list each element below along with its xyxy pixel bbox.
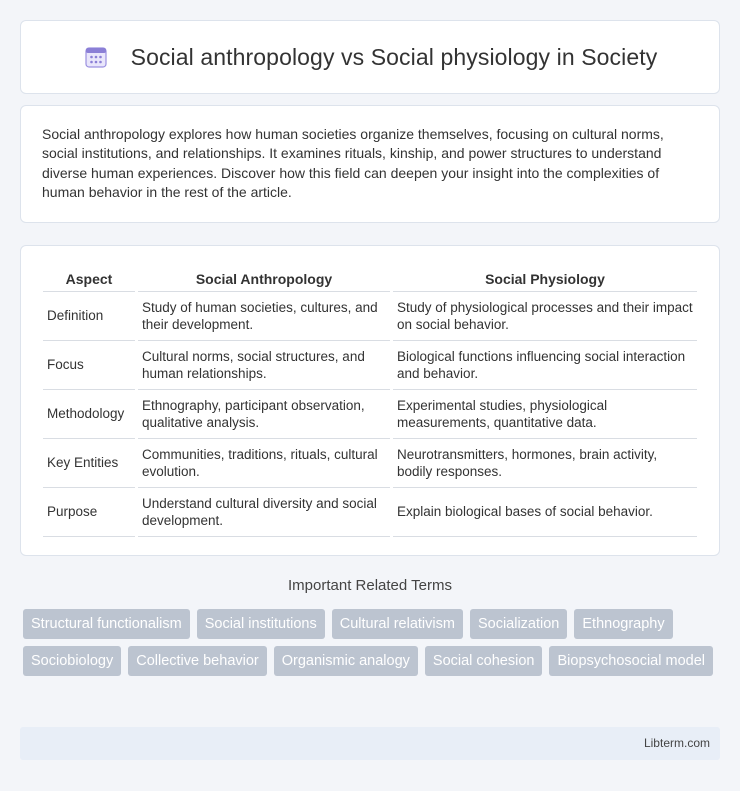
- header-social-anthropology: Social Anthropology: [138, 266, 390, 292]
- tag-social-institutions[interactable]: Social institutions: [197, 609, 325, 639]
- comparison-table: [40, 266, 700, 537]
- intro-card: [20, 105, 720, 223]
- row-aspect: Methodology: [43, 390, 135, 439]
- row-anthropology: Communities, traditions, rituals, cultural evolution.: [138, 439, 390, 488]
- tag-organismic-analogy[interactable]: Organismic analogy: [274, 646, 418, 676]
- table-header-row: [43, 266, 697, 292]
- related-terms-tags: [23, 609, 723, 676]
- header-aspect: Aspect: [43, 266, 135, 292]
- footer-site-link[interactable]: Libterm.com: [643, 736, 710, 750]
- tag-social-cohesion[interactable]: Social cohesion: [425, 646, 543, 676]
- comparison-card: [20, 245, 720, 556]
- header-card: [20, 20, 720, 94]
- table-row: [43, 488, 697, 537]
- header-social-physiology: Social Physiology: [393, 266, 697, 292]
- table-row: [43, 439, 697, 488]
- intro-text: Social anthropology explores how human societies organize themselves, focusing on cultural norms, social institutions, and relationships. It examines rituals, kinship, and power structures to understand diverse human experiences. Discover how this field can deepen your insight into the complexities of human behavior in the rest of the article.: [42, 126, 664, 200]
- tag-cultural-relativism[interactable]: Cultural relativism: [332, 609, 463, 639]
- row-anthropology: Understand cultural diversity and social development.: [138, 488, 390, 537]
- related-terms-title: Important Related Terms: [288, 577, 452, 594]
- tag-socialization[interactable]: Socialization: [470, 609, 567, 639]
- row-physiology: Explain biological bases of social behavior.: [393, 488, 697, 537]
- title-wrap: [83, 44, 658, 71]
- tag-sociobiology[interactable]: Sociobiology: [23, 646, 121, 676]
- table-row: [43, 292, 697, 341]
- row-anthropology: Cultural norms, social structures, and human relationships.: [138, 341, 390, 390]
- row-aspect: Purpose: [43, 488, 135, 537]
- tag-ethnography[interactable]: Ethnography: [574, 609, 672, 639]
- row-anthropology: Ethnography, participant observation, qualitative analysis.: [138, 390, 390, 439]
- row-anthropology: Study of human societies, cultures, and their development.: [138, 292, 390, 341]
- table-row: [43, 390, 697, 439]
- row-physiology: Experimental studies, physiological measurements, quantitative data.: [393, 390, 697, 439]
- page-title: Social anthropology vs Social physiology in Society: [130, 43, 658, 70]
- row-physiology: Neurotransmitters, hormones, brain activity, bodily responses.: [393, 439, 697, 488]
- tag-biopsychosocial-model[interactable]: Biopsychosocial model: [549, 646, 713, 676]
- calendar-icon: [83, 44, 109, 70]
- tag-structural-functionalism[interactable]: Structural functionalism: [23, 609, 190, 639]
- tag-collective-behavior[interactable]: Collective behavior: [128, 646, 267, 676]
- table-row: [43, 341, 697, 390]
- row-aspect: Key Entities: [43, 439, 135, 488]
- row-aspect: Focus: [43, 341, 135, 390]
- row-aspect: Definition: [43, 292, 135, 341]
- row-physiology: Biological functions influencing social interaction and behavior.: [393, 341, 697, 390]
- row-physiology: Study of physiological processes and their impact on social behavior.: [393, 292, 697, 341]
- footer: [20, 727, 720, 760]
